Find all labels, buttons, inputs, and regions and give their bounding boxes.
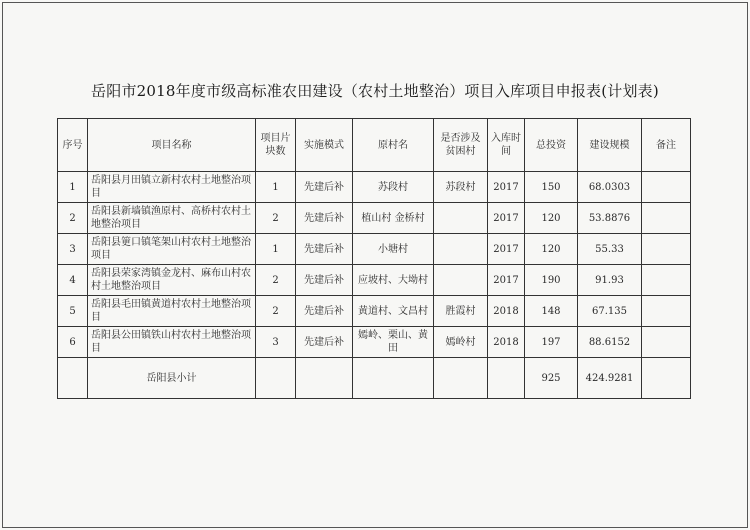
header-scale: 建设规模 <box>578 119 642 172</box>
cell-mode: 先建后补 <box>296 327 353 358</box>
cell-remark <box>642 265 691 296</box>
cell-scale: 55.33 <box>578 234 642 265</box>
cell-remark <box>642 172 691 203</box>
header-investment: 总投资 <box>525 119 578 172</box>
cell-poor <box>434 265 488 296</box>
table-row <box>58 203 691 234</box>
subtotal-investment: 925 <box>525 358 578 399</box>
cell-blocks: 2 <box>256 203 296 234</box>
header-year: 入库时间 <box>488 119 525 172</box>
cell-mode: 先建后补 <box>296 234 353 265</box>
cell-mode: 先建后补 <box>296 296 353 327</box>
subtotal-row <box>58 358 691 399</box>
cell-scale: 53.8876 <box>578 203 642 234</box>
cell-name: 岳阳县毛田镇黄道村农村土地整治项目 <box>88 296 256 327</box>
header-seq: 序号 <box>58 119 88 172</box>
header-name: 项目名称 <box>88 119 256 172</box>
cell-mode: 先建后补 <box>296 265 353 296</box>
cell-remark <box>642 296 691 327</box>
cell-poor: 嫣岭村 <box>434 327 488 358</box>
cell-year: 2018 <box>488 296 525 327</box>
cell-name: 岳阳县筻口镇笔架山村农村土地整治项目 <box>88 234 256 265</box>
cell-investment: 120 <box>525 234 578 265</box>
header-remark: 备注 <box>642 119 691 172</box>
cell-village: 黄道村、文昌村 <box>353 296 434 327</box>
cell-blocks <box>256 358 296 399</box>
cell-mode: 先建后补 <box>296 172 353 203</box>
cell-village: 苏段村 <box>353 172 434 203</box>
cell-village: 嫣岭、栗山、黄田 <box>353 327 434 358</box>
cell-blocks: 1 <box>256 234 296 265</box>
cell-year: 2018 <box>488 327 525 358</box>
cell-village <box>353 358 434 399</box>
cell-year: 2017 <box>488 203 525 234</box>
cell-mode <box>296 358 353 399</box>
cell-year: 2017 <box>488 234 525 265</box>
cell-seq: 5 <box>58 296 88 327</box>
header-blocks: 项目片块数 <box>256 119 296 172</box>
cell-investment: 148 <box>525 296 578 327</box>
cell-village: 应坡村、大坳村 <box>353 265 434 296</box>
cell-seq <box>58 358 88 399</box>
table-row <box>58 265 691 296</box>
header-poor: 是否涉及贫困村 <box>434 119 488 172</box>
cell-poor <box>434 358 488 399</box>
header-mode: 实施模式 <box>296 119 353 172</box>
cell-poor <box>434 234 488 265</box>
subtotal-label: 岳阳县小计 <box>88 358 256 399</box>
cell-investment: 190 <box>525 265 578 296</box>
table-row <box>58 234 691 265</box>
subtotal-scale: 424.9281 <box>578 358 642 399</box>
cell-remark <box>642 203 691 234</box>
cell-blocks: 1 <box>256 172 296 203</box>
cell-seq: 1 <box>58 172 88 203</box>
cell-year: 2017 <box>488 265 525 296</box>
cell-scale: 88.6152 <box>578 327 642 358</box>
cell-investment: 197 <box>525 327 578 358</box>
cell-name: 岳阳县月田镇立新村农村土地整治项目 <box>88 172 256 203</box>
cell-scale: 68.0303 <box>578 172 642 203</box>
cell-scale: 91.93 <box>578 265 642 296</box>
cell-remark <box>642 234 691 265</box>
cell-blocks: 2 <box>256 265 296 296</box>
cell-poor: 胜霞村 <box>434 296 488 327</box>
cell-investment: 120 <box>525 203 578 234</box>
cell-poor: 苏段村 <box>434 172 488 203</box>
table-row <box>58 296 691 327</box>
cell-name: 岳阳县荣家湾镇金龙村、麻布山村农村土地整治项目 <box>88 265 256 296</box>
cell-village: 植山村 金桥村 <box>353 203 434 234</box>
cell-blocks: 3 <box>256 327 296 358</box>
table-row <box>58 172 691 203</box>
header-village: 原村名 <box>353 119 434 172</box>
cell-seq: 6 <box>58 327 88 358</box>
cell-name: 岳阳县新墙镇渔原村、高桥村农村土地整治项目 <box>88 203 256 234</box>
cell-seq: 3 <box>58 234 88 265</box>
project-table <box>57 118 691 399</box>
cell-mode: 先建后补 <box>296 203 353 234</box>
document-title: 岳阳市2018年度市级高标准农田建设（农村土地整治）项目入库项目申报表(计划表) <box>91 82 659 100</box>
cell-remark <box>642 327 691 358</box>
cell-year <box>488 358 525 399</box>
cell-name: 岳阳县公田镇铁山村农村土地整治项目 <box>88 327 256 358</box>
cell-blocks: 2 <box>256 296 296 327</box>
cell-scale: 67.135 <box>578 296 642 327</box>
cell-investment: 150 <box>525 172 578 203</box>
cell-poor <box>434 203 488 234</box>
table-row <box>58 327 691 358</box>
cell-seq: 2 <box>58 203 88 234</box>
table-header-row <box>58 119 691 172</box>
cell-year: 2017 <box>488 172 525 203</box>
cell-remark <box>642 358 691 399</box>
cell-village: 小塘村 <box>353 234 434 265</box>
cell-seq: 4 <box>58 265 88 296</box>
